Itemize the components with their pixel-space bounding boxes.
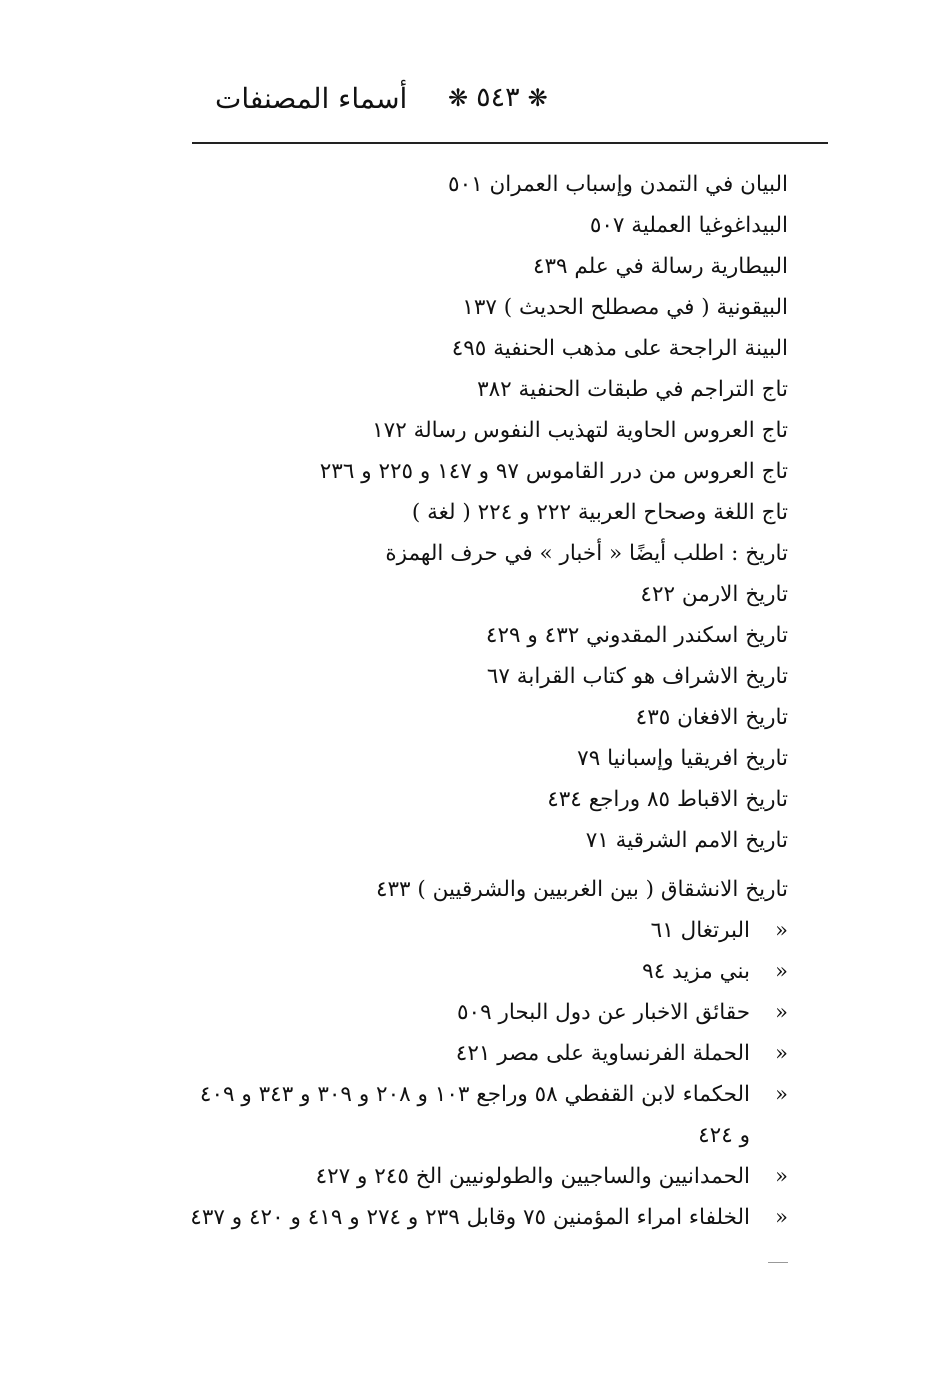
index-entry: البيداغوغيا العملية ٥٠٧ <box>589 213 788 238</box>
ditto-mark: « <box>775 1164 788 1188</box>
sub-entry-text: الحكماء لابن القفطي ٥٨ وراجع ١٠٣ و ٢٠٨ و ٣٠٩ و ٣٤٣ و ٤٠٩ <box>199 1082 750 1107</box>
index-entry: تاج اللغة وصحاح العربية ٢٢٢ و ٢٢٤ ( لغة ) <box>411 500 788 525</box>
index-entry: تاريخ افريقيا وإسبانيا ٧٩ <box>577 746 788 771</box>
index-entry: تاج العروس الحاوية لتهذيب النفوس رسالة ١٧٢ <box>372 418 788 443</box>
sub-entry-text: الحمدانيين والساجيين والطولونيين الخ ٢٤٥ و ٤٢٧ <box>315 1164 750 1189</box>
index-entry: تاريخ الارمن ٤٢٢ <box>640 582 788 607</box>
ditto-mark: « <box>775 1205 788 1229</box>
header-rule <box>192 142 828 144</box>
index-entry: تاريخ الانشقاق ( بين الغربيين والشرقيين ) ٤٣٣ <box>375 877 788 902</box>
sub-entry <box>148 1197 788 1238</box>
index-entry: البيان في التمدن وإسباب العمران ٥٠١ <box>448 172 788 197</box>
ornament-left-icon: ❋ <box>448 83 469 112</box>
index-entry: تاج التراجم في طبقات الحنفية ٣٨٢ <box>477 377 788 402</box>
sub-entry-text: حقائق الاخبار عن دول البحار ٥٠٩ <box>456 1000 750 1025</box>
sub-entry-text: الخلفاء امراء المؤمنين ٧٥ وقابل ٢٣٩ و ٢٧٤ و ٤١٩ و ٤٢٠ و ٤٣٧ <box>190 1205 750 1230</box>
sub-entry <box>148 1074 788 1115</box>
ditto-mark: « <box>775 918 788 942</box>
index-entry: تاريخ الاقباط ٨٥ وراجع ٤٣٤ <box>547 787 788 812</box>
sub-entry-text: البرتغال ٦١ <box>650 918 750 943</box>
ditto-mark: « <box>775 1000 788 1024</box>
sub-entry-continuation: و ٤٢٤ <box>698 1123 750 1148</box>
index-entries <box>148 164 788 1238</box>
sub-entry <box>148 951 788 992</box>
page-end-mark <box>768 1262 788 1263</box>
page-number-group <box>448 82 548 113</box>
index-entry: تاريخ : اطلب أيضًا « أخبار » في حرف الهمزة <box>385 541 788 566</box>
ornament-right-icon: ❋ <box>527 83 548 112</box>
sub-entry <box>148 1156 788 1197</box>
index-entry: البينة الراجحة على مذهب الحنفية ٤٩٥ <box>451 336 788 361</box>
index-entry: تاريخ الاشراف هو كتاب القرابة ٦٧ <box>486 664 788 689</box>
ditto-mark: « <box>775 1082 788 1106</box>
ditto-mark: « <box>775 1041 788 1065</box>
sub-entry-text: الحملة الفرنساوية على مصر ٤٢١ <box>455 1041 750 1066</box>
index-entry: تاريخ الامم الشرقية ٧١ <box>585 828 788 853</box>
sub-entry <box>148 992 788 1033</box>
running-header <box>190 78 830 128</box>
index-entry: تاج العروس من درر القاموس ٩٧ و ١٤٧ و ٢٢٥ و ٢٣٦ <box>319 459 788 484</box>
ditto-mark: « <box>775 959 788 983</box>
page-number: ٥٤٣ <box>476 82 520 113</box>
sub-entry-text: بني مزيد ٩٤ <box>642 959 750 984</box>
index-entry: تاريخ اسكندر المقدوني ٤٣٢ و ٤٢٩ <box>485 623 788 648</box>
index-entry: البيقونية ( في مصطلح الحديث ) ١٣٧ <box>462 295 788 320</box>
index-entry: تاريخ الافغان ٤٣٥ <box>635 705 788 730</box>
index-entry: البيطارية رسالة في علم ٤٣٩ <box>532 254 788 279</box>
sub-entry <box>148 910 788 951</box>
header-title: أسماء المصنفات <box>215 82 408 115</box>
sub-entry <box>148 1033 788 1074</box>
